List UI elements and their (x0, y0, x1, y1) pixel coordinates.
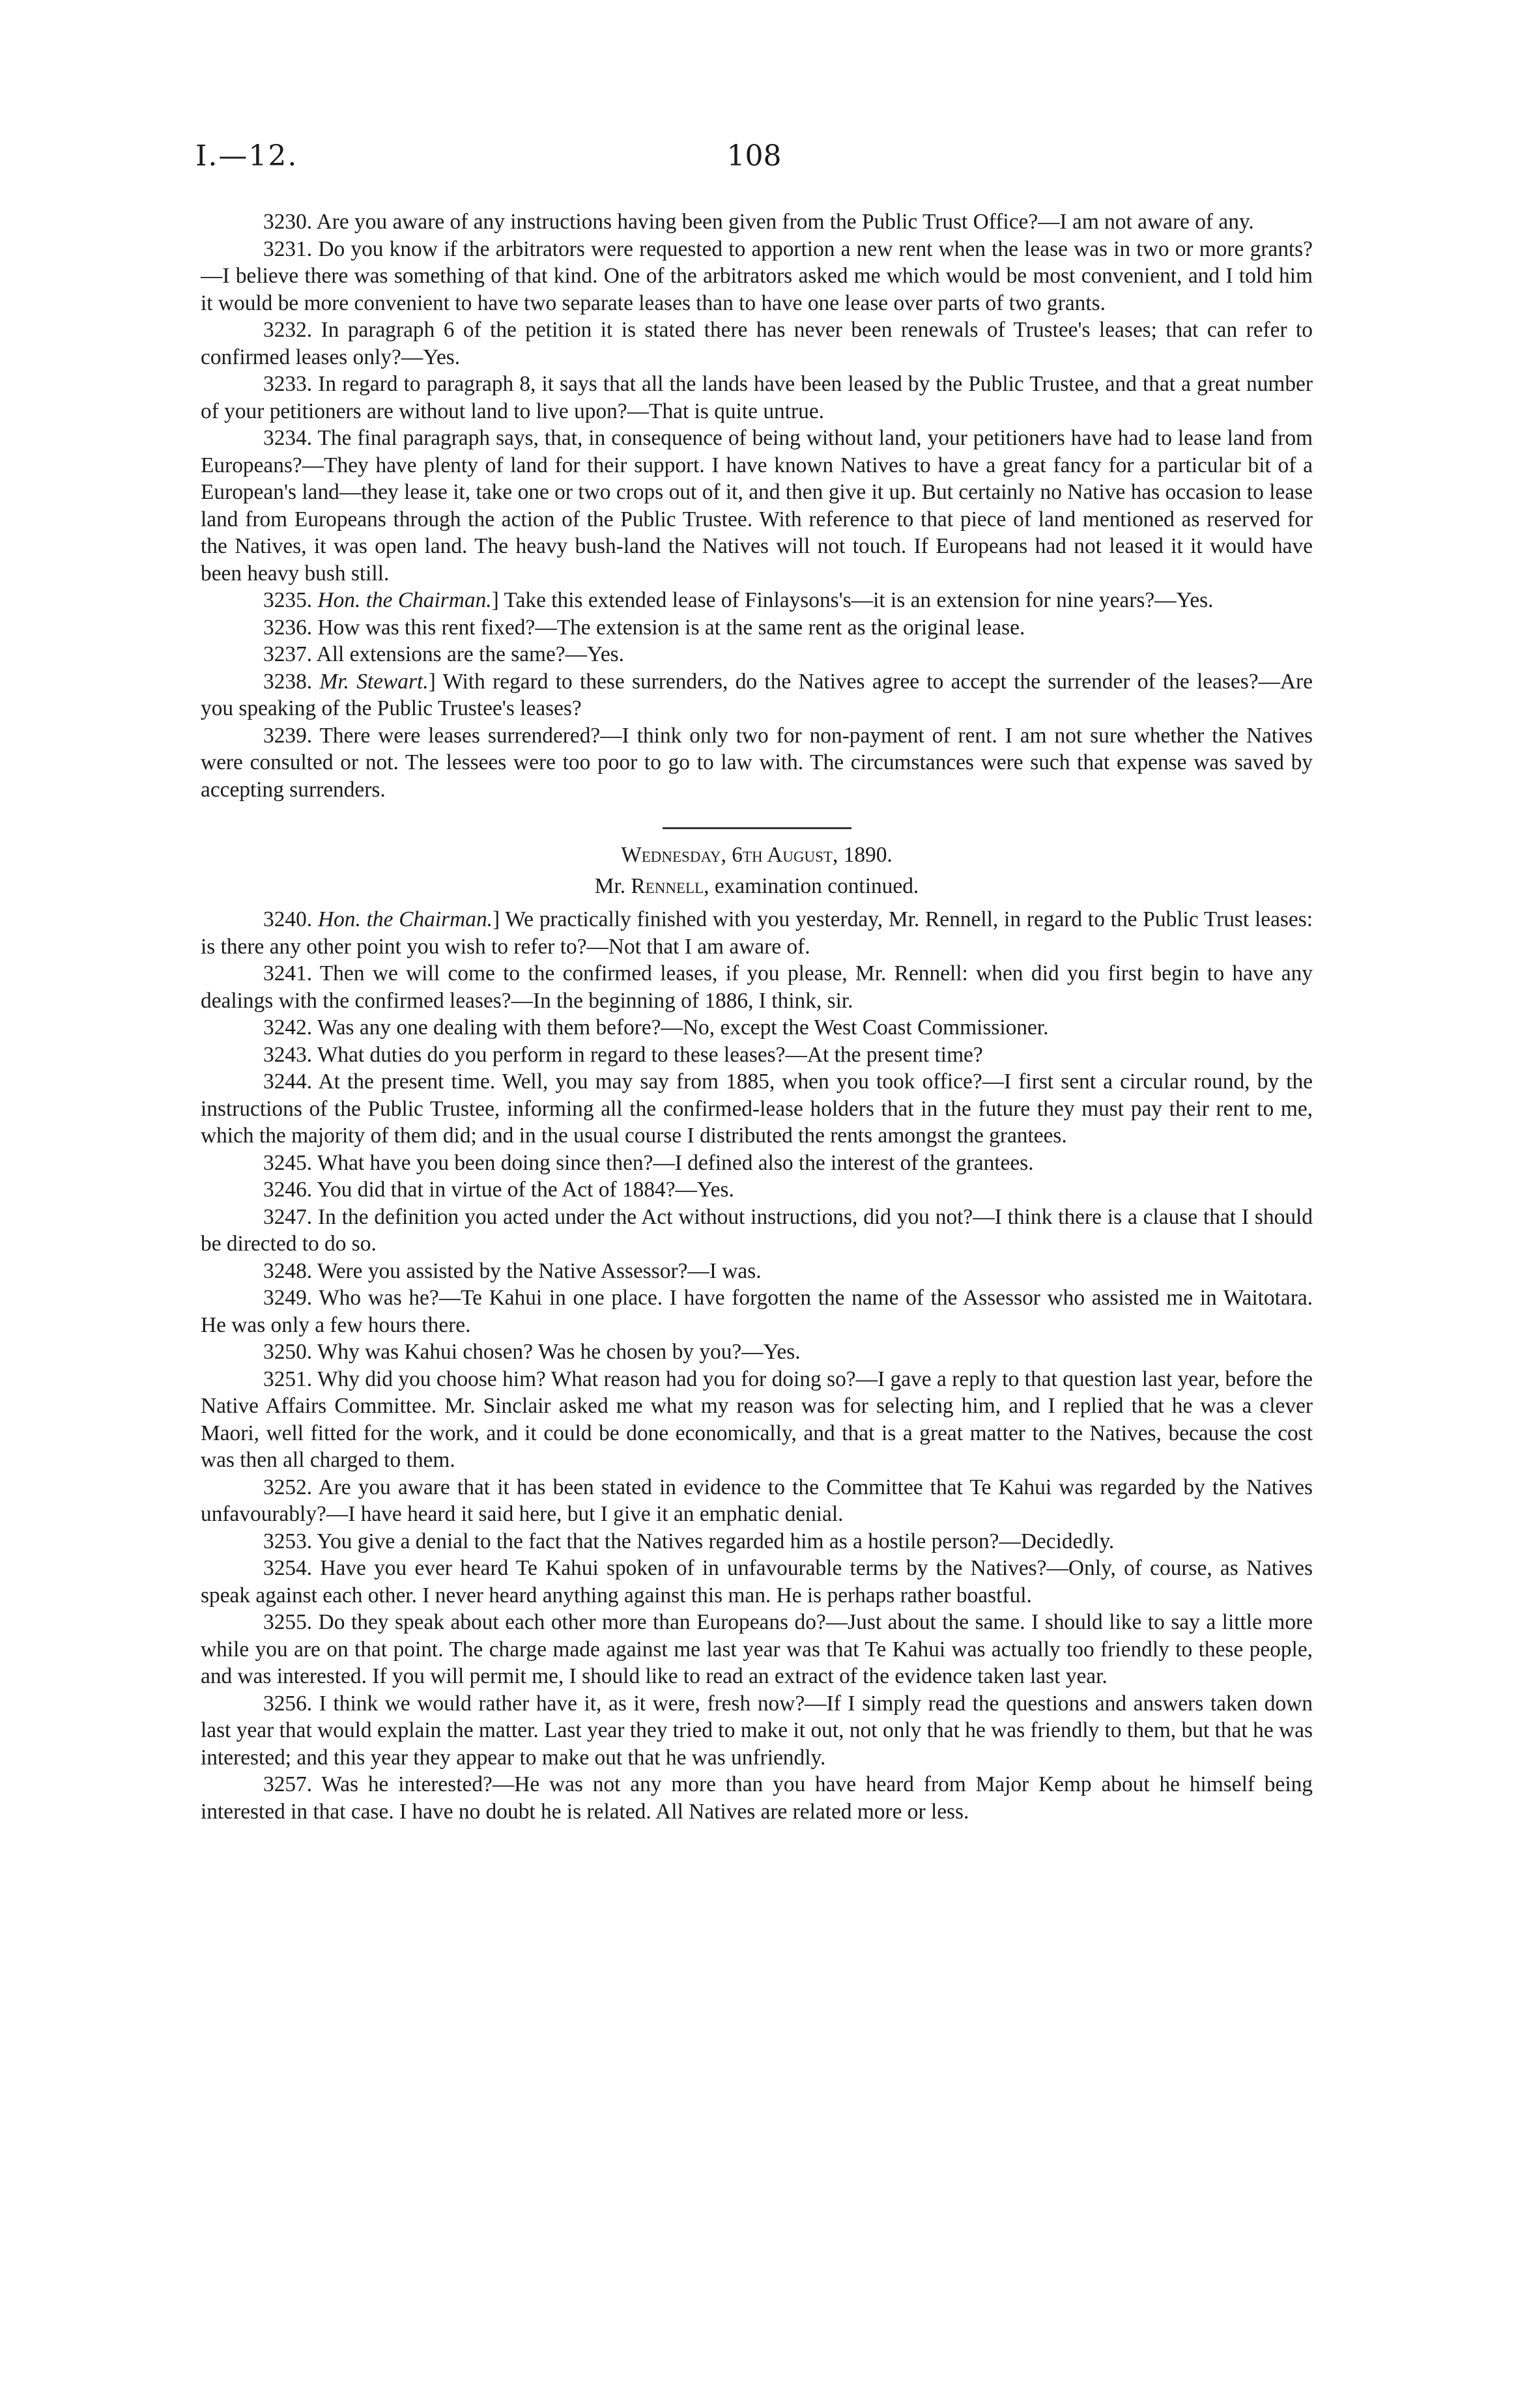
evidence-section-bottom (201, 906, 1313, 1825)
witness-prefix: Mr. (594, 874, 626, 898)
evidence-paragraph: 3238. Mr. Stewart.] With regard to these surrenders, do the Natives agree to accept the surrender of the leases?—Are you speaking of the Public Trustee's leases? (201, 669, 1313, 720)
evidence-paragraph (201, 1258, 1313, 1285)
evidence-paragraph (201, 1339, 1313, 1366)
question-number: 3253. (263, 1529, 313, 1553)
question-number: 3252. (263, 1475, 313, 1499)
evidence-section-top (201, 208, 1313, 803)
evidence-paragraph (201, 722, 1313, 804)
evidence-paragraph (201, 1284, 1313, 1339)
question-number: 3245. (263, 1150, 313, 1175)
evidence-paragraph (201, 1690, 1313, 1772)
evidence-paragraph (201, 208, 1313, 236)
section-year: 1890. (843, 843, 893, 867)
section-divider (663, 827, 851, 829)
question-text: In paragraph 6 of the petition it is stated there has never been renewals of Trustee's leases; that can refer to confirmed leases only?—Yes. (201, 318, 1313, 369)
question-text: What have you been doing since then?—I defined also the interest of the grantees. (317, 1150, 1034, 1175)
question-text: There were leases surrendered?—I think only two for non-payment of rent. I am not sure whether the Natives were consulted or not. The lessees were too poor to go to law with. The circumstances were such that expense was saved by accepting surrenders. (201, 723, 1313, 802)
question-number: 3254. (263, 1556, 313, 1580)
evidence-paragraph (201, 1014, 1313, 1041)
evidence-paragraph (201, 371, 1313, 425)
question-text: Do you know if the arbitrators were requested to apportion a new rent when the lease was in two or more grants?—I believe there was something of that kind. One of the arbitrators asked me which would be most convenient, and I told him it would be more convenient to have two separate leases than to have one lease over parts of two grants. (201, 236, 1313, 315)
question-number: 3244. (263, 1069, 313, 1094)
question-text: You give a denial to the fact that the Natives regarded him as a hostile person?—Decidedly. (317, 1529, 1115, 1553)
evidence-paragraph (201, 960, 1313, 1014)
witness-name: Rennell (631, 874, 704, 898)
question-text: In regard to paragraph 8, it says that all the lands have been leased by the Public Trustee, and that a great number of your petitioners are without land to live upon?—That is quite untrue. (201, 372, 1313, 423)
question-number: 3236. (263, 615, 313, 640)
section-day: Wednesday (621, 843, 721, 867)
section-date-text: 6th August (732, 843, 833, 867)
evidence-paragraph (201, 425, 1313, 587)
evidence-paragraph (201, 1474, 1313, 1528)
question-number: 3231. (263, 236, 313, 261)
question-number: 3257. (263, 1772, 313, 1796)
question-text: In the definition you acted under the Act without instructions, did you not?—I think there is a clause that I should be directed to do so. (201, 1204, 1313, 1256)
evidence-paragraph: 3235. Hon. the Chairman.] Take this extended lease of Finlaysons's—it is an extension for nine years?—Yes. (263, 588, 1214, 612)
question-number: 3249. (263, 1286, 313, 1310)
question-number: 3255. (263, 1610, 313, 1634)
question-text: Were you assisted by the Native Assessor?—I was. (317, 1258, 762, 1283)
question-text: All extensions are the same?—Yes. (316, 642, 624, 666)
evidence-paragraph (201, 1609, 1313, 1690)
question-text: Are you aware that it has been stated in evidence to the Committee that Te Kahui was regarded by the Natives unfavourably?—I have heard it said here, but I give it an emphatic denial. (201, 1475, 1313, 1526)
question-text: Was any one dealing with them before?—No, except the West Coast Commissioner. (317, 1015, 1049, 1040)
question-text: Are you aware of any instructions having been given from the Public Trust Office?—I am not aware of any. (316, 210, 1254, 234)
question-text: How was this rent fixed?—The extension is at the same rent as the original lease. (317, 615, 1025, 640)
question-number: 3256. (263, 1691, 313, 1716)
question-text: Who was he?—Te Kahui in one place. I have forgotten the name of the Assessor who assisted me in Waitotara. He was only a few hours there. (201, 1286, 1313, 1337)
question-number: 3250. (263, 1340, 313, 1364)
evidence-paragraph (201, 1771, 1313, 1825)
question-text: Why did you choose him? What reason had you for doing so?—I gave a reply to that question last year, before the Native Affairs Committee. Mr. Sinclair asked me what my reason was for selecting him, and I replied that he was a clever Maori, well fitted for the work, and it could be done economically, and that is a great matter to the Natives, because the cost was then all charged to them. (201, 1367, 1313, 1472)
question-number: 3242. (263, 1015, 313, 1040)
page-header (195, 139, 1313, 180)
evidence-paragraph (201, 1068, 1313, 1150)
evidence-paragraph (201, 614, 1313, 642)
question-text: Was he interested?—He was not any more than you have heard from Major Kemp about he himself being interested in that case. I have no doubt he is related. All Natives are related more or less. (201, 1772, 1313, 1824)
section-date: Wednesday, 6th August, 1890. (621, 843, 893, 867)
evidence-paragraph (201, 1041, 1313, 1069)
question-number: 3237. (263, 642, 313, 666)
question-text: Have you ever heard Te Kahui spoken of in unfavourable terms by the Natives?—Only, of course, as Natives speak against each other. I never heard anything against this man. He is perhaps rather boastful. (201, 1556, 1313, 1608)
evidence-paragraph (201, 1366, 1313, 1474)
question-text: Why was Kahui chosen? Was he chosen by you?—Yes. (317, 1340, 801, 1364)
witness-line: Mr. Rennell, examination continued. (594, 874, 919, 898)
question-text: We practically finished with you yesterday, Mr. Rennell, in regard to the Public Trust leases: is there any other point you wish to refer to?—Not that I am aware of. (201, 907, 1313, 959)
witness-suffix: examination continued. (714, 874, 919, 898)
speaker-name: Mr. Stewart. (319, 669, 429, 694)
evidence-paragraph (201, 1528, 1313, 1555)
question-text: Do they speak about each other more than Europeans do?—Just about the same. I should like to say a little more while you are on that point. The charge made against me last year was that Te Kahui was actually too friendly to these people, and was interested. If you will permit me, I should like to read an extract of the evidence taken last year. (201, 1610, 1313, 1688)
evidence-paragraph (201, 236, 1313, 317)
question-number: 3243. (263, 1042, 313, 1067)
question-number: 3248. (263, 1258, 313, 1283)
evidence-paragraph (201, 1204, 1313, 1258)
question-number: 3239. (263, 723, 313, 748)
speaker-name: Hon. the Chairman. (317, 907, 493, 931)
question-number: 3230. (263, 210, 313, 234)
question-text: At the present time. Well, you may say from 1885, when you took office?—I first sent a circular round, by the instructions of the Public Trustee, informing all the confirmed-lease holders that in the future they must pay their rent to me, which the majority of them did; and in the usual course I distributed the rents amongst the grantees. (201, 1069, 1313, 1148)
question-number: 3233. (263, 372, 313, 396)
paper-reference: I.—12. (195, 139, 298, 173)
question-number: 3235. (263, 588, 313, 612)
question-number: 3251. (263, 1367, 313, 1391)
speaker-name: Hon. the Chairman. (317, 588, 492, 612)
question-number: 3232. (263, 318, 313, 342)
page-number: 108 (726, 139, 782, 173)
evidence-paragraph (201, 641, 1313, 668)
question-text: I think we would rather have it, as it were, fresh now?—If I simply read the questions and answers taken down last year that would explain the matter. Last year they tried to make it out, not only that he was friendly to them, but that he was interested; and this year they appear to make out that he was unfriendly. (201, 1691, 1313, 1770)
question-text: You did that in virtue of the Act of 1884?—Yes. (317, 1178, 734, 1202)
question-number: 3246. (263, 1178, 313, 1202)
evidence-paragraph (201, 317, 1313, 371)
evidence-paragraph (201, 1176, 1313, 1204)
question-number: 3247. (263, 1204, 313, 1229)
question-number: 3240. (263, 907, 313, 931)
question-text: Then we will come to the confirmed leases, if you please, Mr. Rennell: when did you first begin to have any dealings with the confirmed leases?—In the beginning of 1886, I think, sir. (201, 961, 1313, 1013)
question-text: What duties do you perform in regard to these leases?—At the present time? (317, 1042, 983, 1067)
question-text: Take this extended lease of Finlaysons's—it is an extension for nine years?—Yes. (504, 588, 1214, 612)
question-number: 3238. (263, 669, 313, 694)
document-body (201, 208, 1313, 1825)
question-number: 3234. (263, 426, 313, 450)
evidence-paragraph (201, 1150, 1313, 1177)
question-text: The final paragraph says, that, in consequence of being without land, your petitioners have had to lease land from Europeans?—They have plenty of land for their support. I have known Natives to have a great fancy for a particular bit of a European's land—they lease it, take one or two crops out of it, and then give it up. But certainly no Native has occasion to lease land from Europeans through the action of the Public Trustee. With reference to that piece of land mentioned as reserved for the Natives, it was open land. The heavy bush-land the Natives will not touch. If Europeans had not leased it it would have been heavy bush still. (201, 426, 1313, 586)
evidence-paragraph: 3240. Hon. the Chairman.] We practically finished with you yesterday, Mr. Rennell, in regard to the Public Trust leases: is there any other point you wish to refer to?—Not that I am aware of. (201, 907, 1313, 959)
question-number: 3241. (263, 961, 313, 985)
evidence-paragraph (201, 1555, 1313, 1609)
question-text: With regard to these surrenders, do the Natives agree to accept the surrender of the leases?—Are you speaking of the Public Trustee's leases? (201, 669, 1313, 720)
